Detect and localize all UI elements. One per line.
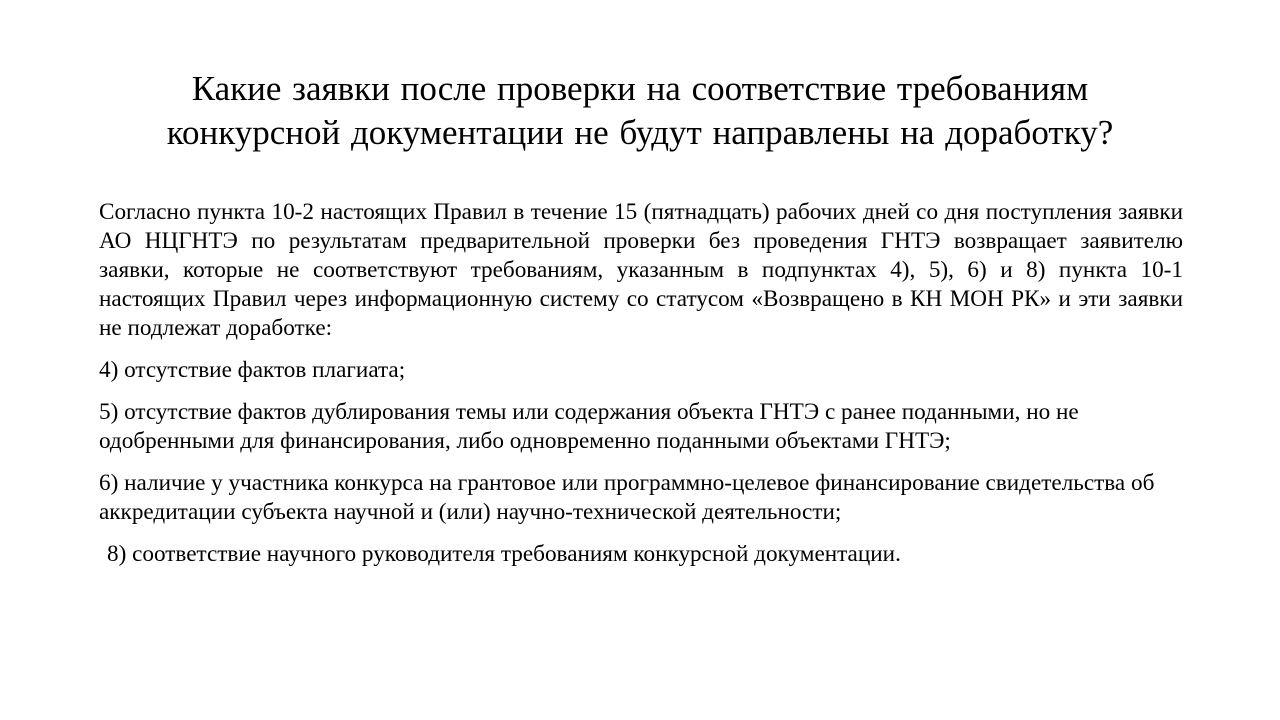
list-item-8: 8) соответствие научного руководителя требованиям конкурсной документации. (107, 541, 901, 567)
list-item-6: 6) наличие у участника конкурса на грантовое или программно-целевое финансирование свидетельства об аккредитации субъекта научной и (или) научно-технической деятельности; (99, 470, 1155, 525)
intro-paragraph: Согласно пункта 10-2 настоящих Правил в течение 15 (пятнадцать) рабочих дней со дня поступления заявки АО НЦГНТЭ по результатам предварительной проверки без проведения ГНТЭ возвращает заявителю заявки, которые не соответствуют требованиям, указанным в подпунктах 4), 5), 6) и 8) пункта 10-1 настоящих Правил через информационную систему со статусом «Возвращено в КН МОН РК» и эти заявки не подлежат доработке: (99, 199, 1183, 341)
list-item-4: 4) отсутствие фактов плагиата; (99, 357, 406, 383)
list-item-5: 5) отсутствие фактов дублирования темы или содержания объекта ГНТЭ с ранее поданными, но не одобренными для финансирования, либо одновременно поданными объектами ГНТЭ; (99, 399, 1079, 454)
slide-body (99, 198, 1183, 569)
slide-title: Какие заявки после проверки на соответствие требованиям конкурсной документации не будут направлены на доработку? (166, 69, 1114, 152)
